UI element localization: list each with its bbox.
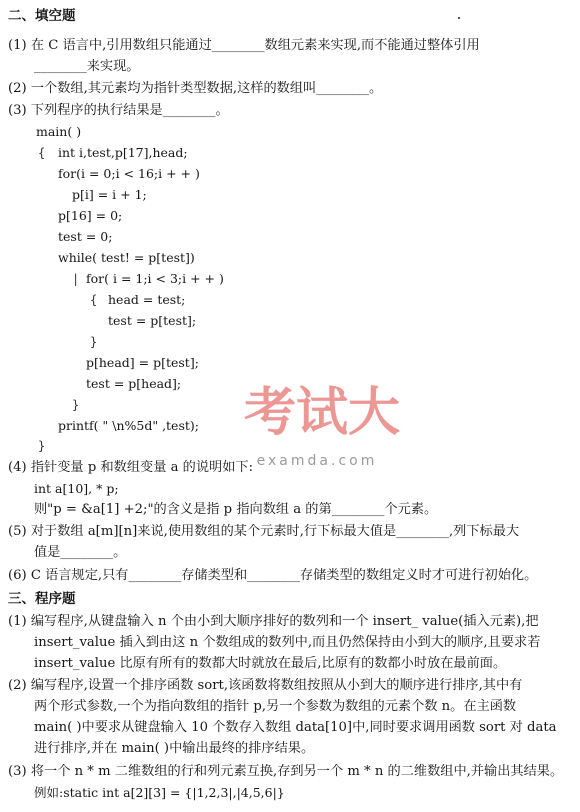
code-line: int i,test,p[17],head;: [58, 145, 188, 160]
question-3-header: (3) 下列程序的执行结果是________。: [8, 103, 229, 118]
code-brace: {: [38, 146, 46, 160]
question-6: (6) C 语言规定,只有________存储类型和________存储类型的数组定义时才可进行初始化。: [8, 568, 538, 583]
question-1-line-1: (1) 在 C 语言中,引用数组只能通过________数组元素来实现,而不能通过整体引用: [8, 38, 480, 53]
code-brace: }: [90, 335, 98, 349]
question-4-line-3: 则"p = &a[1] +2;"的含义是指 p 指向数组 a 的第________个元素。: [34, 502, 438, 517]
code-line: head = test;: [108, 292, 186, 307]
code-brace: }: [38, 439, 46, 453]
code-line: test = p[test];: [108, 313, 197, 328]
section-title-programming: 三、程序题: [8, 591, 76, 607]
code-line: test = p[head];: [86, 376, 182, 391]
code-brace: {: [90, 293, 98, 307]
code-line: test = 0;: [58, 229, 113, 244]
program-2-line-1: (2) 编写程序,设置一个排序函数 sort,该函数将数组按照从小到大的顺序进行排序,其中有: [8, 678, 523, 693]
code-line: p[head] = p[test];: [86, 355, 199, 370]
program-1-line-1: (1) 编写程序,从键盘输入 n 个由小到大顺序排好的数列和一个 insert_ value(插入元素),把: [8, 614, 539, 629]
watermark-logo: [222, 380, 422, 440]
watermark-url: examda.com: [256, 453, 378, 469]
code-line: while( test! = p[test]): [58, 250, 195, 265]
program-1-line-3: insert_value 比原有所有的数都大时就放在最后,比原有的数都小时放在最前面。: [34, 656, 507, 671]
question-5-line-1: (5) 对于数组 a[m][n]来说,使用数组的某个元素时,行下标最大值是________,列下标最大: [8, 524, 520, 539]
question-2: (2) 一个数组,其元素均为指针类型数据,这样的数组叫________。: [8, 81, 383, 96]
program-2-line-3: main( )中要求从键盘输入 10 个数存入数组 data[10]中,同时要求调用函数 sort 对 data: [34, 720, 557, 735]
code-line: p[16] = 0;: [58, 208, 123, 223]
section-title-fill-in: 二、填空题: [8, 8, 76, 24]
question-4-line-1: (4) 指针变量 p 和数组变量 a 的说明如下:: [8, 460, 254, 475]
question-4-line-2: int a[10], * p;: [34, 481, 119, 496]
code-line: for( i = 1;i < 3;i + + ): [86, 271, 224, 286]
program-1-line-2: insert_value 插入到由这 n 个数组成的数列中,而且仍然保持由小到大的顺序,且要求若: [34, 635, 541, 650]
program-2-line-4: 进行排序,并在 main( )中输出最终的排序结果。: [34, 741, 315, 756]
code-line: for(i = 0;i < 16;i + + ): [58, 166, 200, 181]
question-1-line-2: ________来实现。: [34, 59, 140, 74]
program-3-line-2: 例如:static int a[2][3] = {|1,2,3|,|4,5,6|}: [34, 785, 285, 800]
program-2-line-2: 两个形式参数,一个为指向数组的指针 p,另一个参数为数组的元素个数 n。在主函数: [34, 699, 517, 714]
question-5-line-2: 值是________。: [34, 545, 127, 560]
scan-speck: [458, 17, 460, 19]
program-3-line-1: (3) 将一个 n * m 二维数组的行和列元素互换,存到另一个 m * n 的二维数组中,并输出其结果。: [8, 764, 564, 779]
code-line: main( ): [36, 124, 82, 139]
watermark-text: 考试大: [243, 383, 401, 440]
code-brace: |: [72, 272, 80, 286]
code-line: p[i] = i + 1;: [72, 187, 147, 202]
code-brace: }: [72, 398, 80, 412]
code-line: printf( " \n%5d" ,test);: [58, 418, 199, 433]
